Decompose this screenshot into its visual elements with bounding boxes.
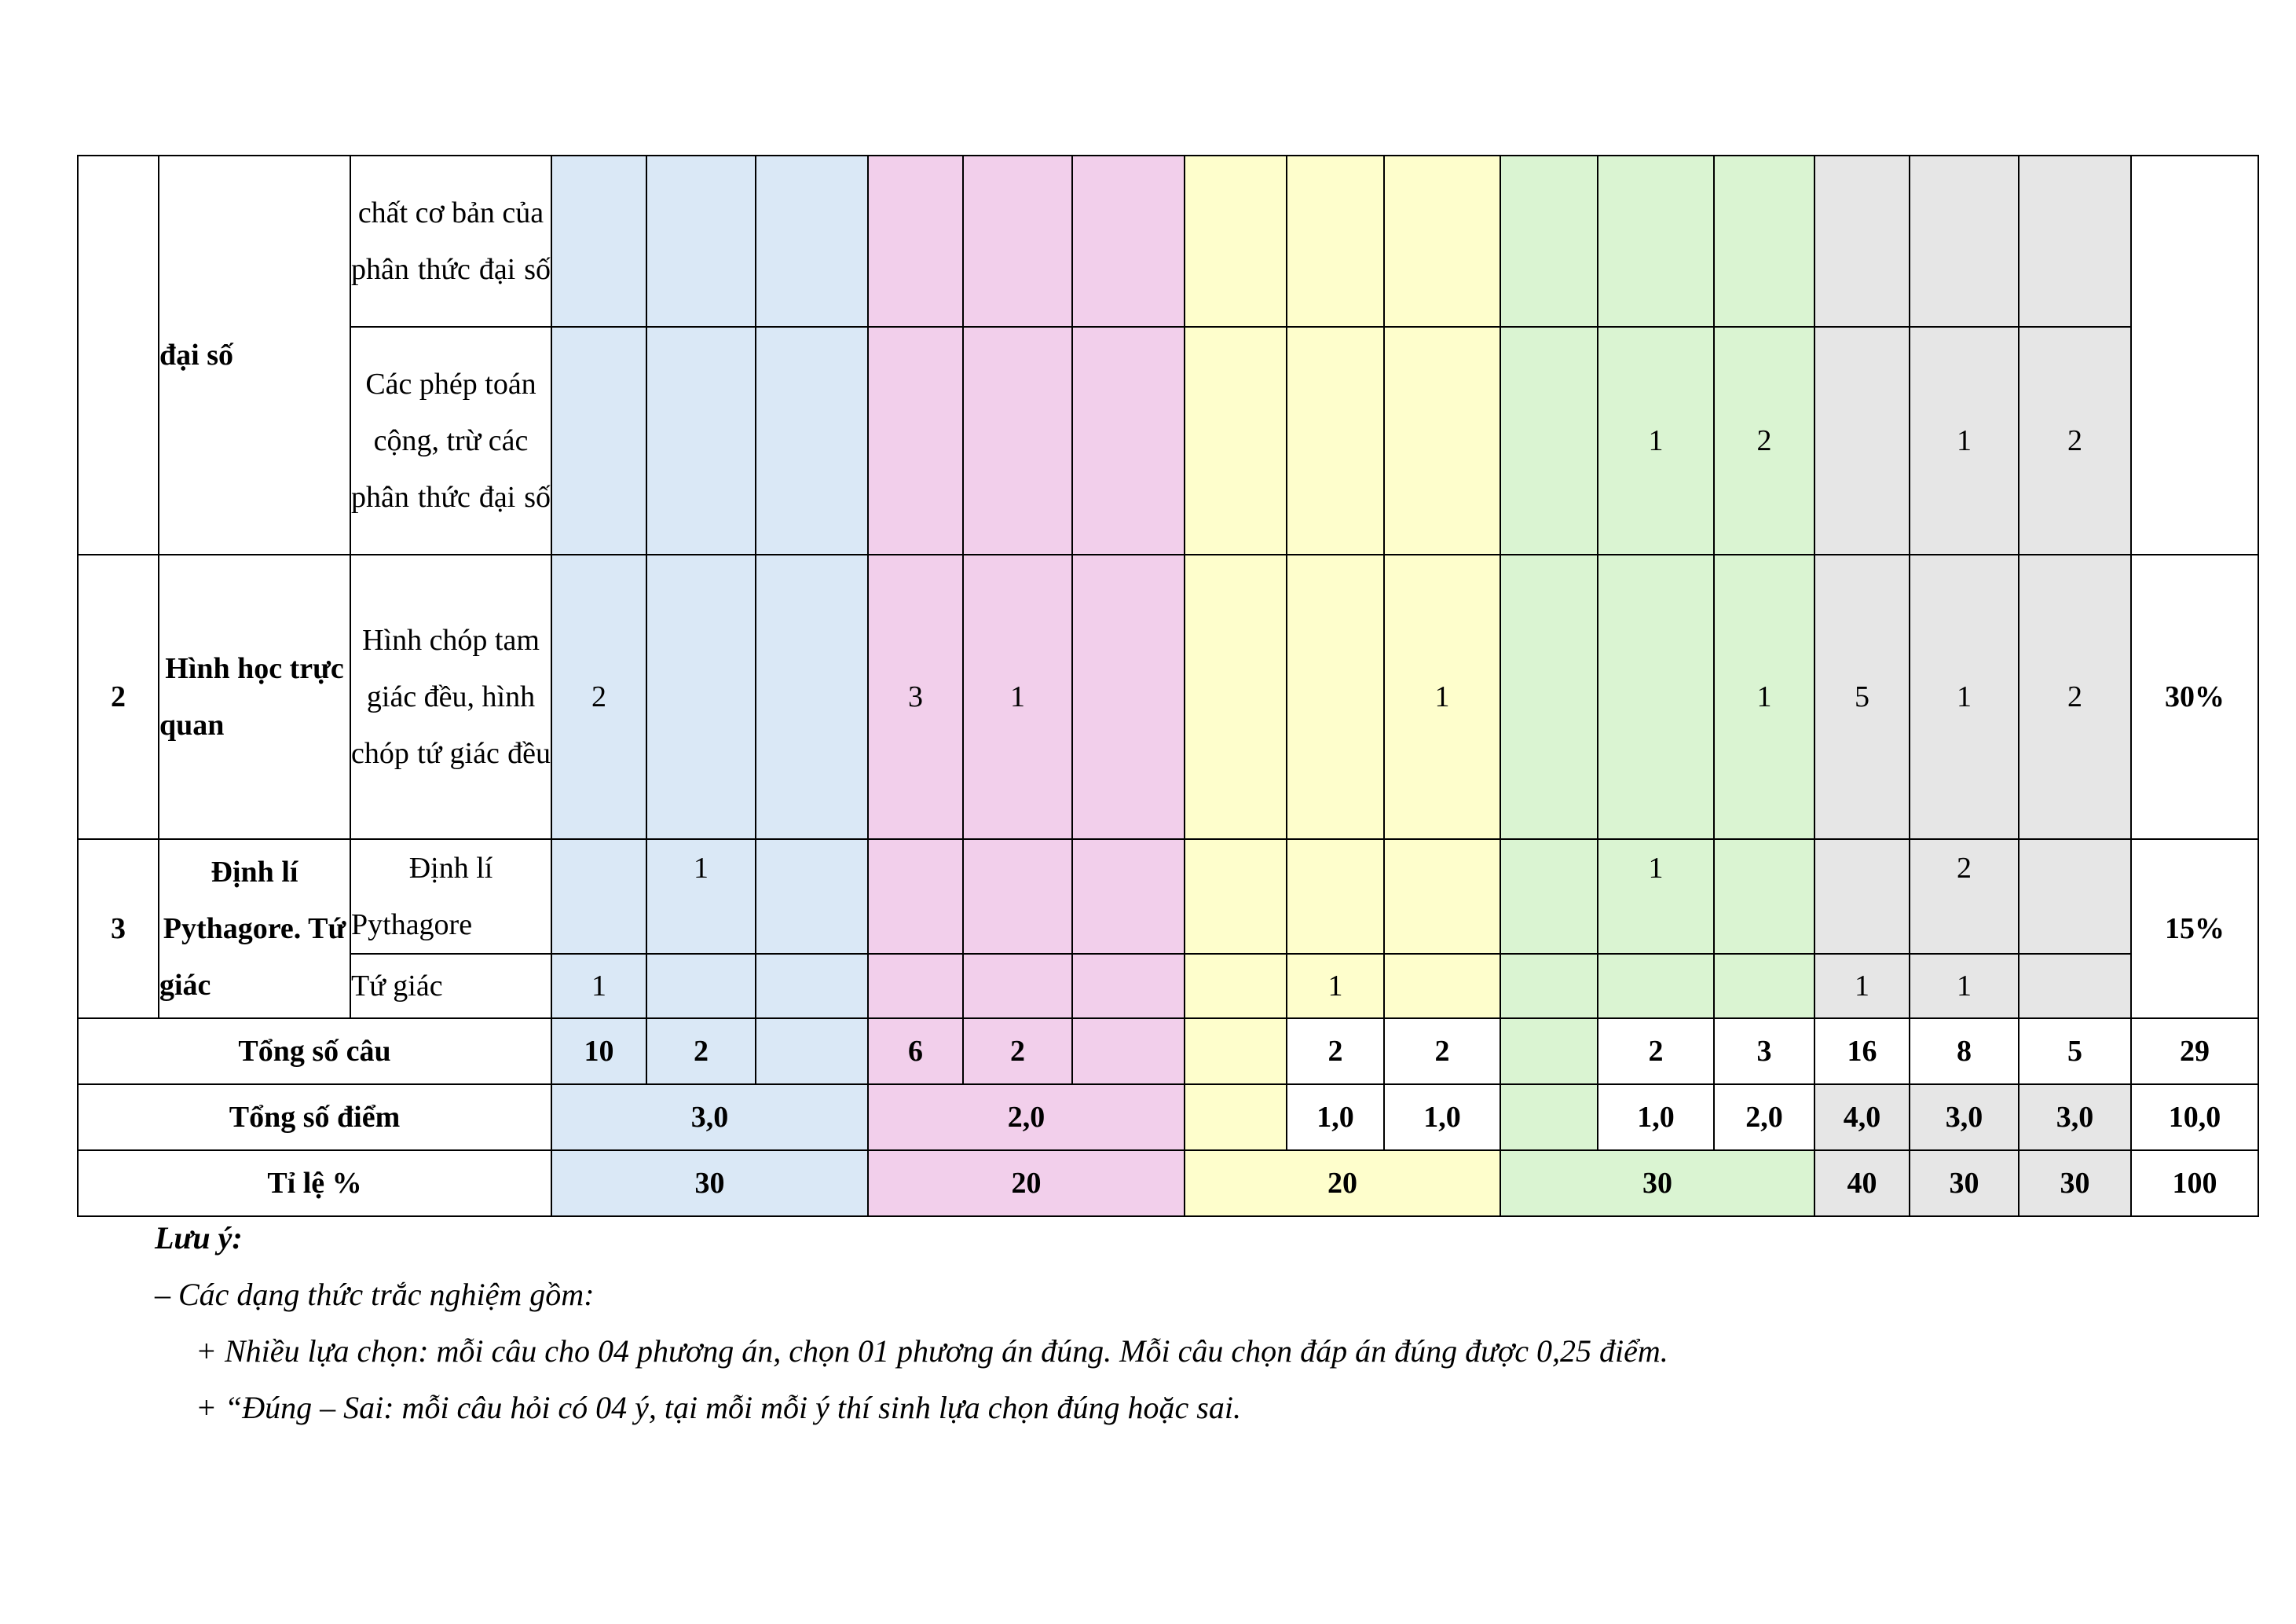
total-cell: 29 xyxy=(2131,1018,2258,1084)
total-cell: 3,0 xyxy=(551,1084,868,1150)
value-cell xyxy=(1814,839,1910,954)
topic-cell: Định lí Pythagore. Tứ giác xyxy=(159,839,350,1018)
value-cell xyxy=(756,839,868,954)
value-cell: 2 xyxy=(551,555,646,839)
percent-cell: 15% xyxy=(2131,839,2258,1018)
value-cell xyxy=(1072,555,1185,839)
ratio-cell: 30 xyxy=(1500,1150,1814,1216)
total-cell: 2 xyxy=(1598,1018,1714,1084)
table-row xyxy=(78,327,2258,555)
value-cell: 1 xyxy=(1910,954,2019,1018)
value-cell xyxy=(1384,839,1500,954)
value-cell xyxy=(551,327,646,555)
value-cell: 1 xyxy=(1910,327,2019,555)
content-cell: Các phép toán cộng, trừ các phân thức đại số xyxy=(350,327,551,555)
value-cell: 1 xyxy=(1598,839,1714,954)
value-cell xyxy=(868,954,963,1018)
notes-line: + “Đúng – Sai: mỗi câu hỏi có 04 ý, tại mỗi mỗi ý thí sinh lựa chọn đúng hoặc sai. xyxy=(196,1390,1241,1425)
value-cell xyxy=(963,327,1072,555)
value-cell xyxy=(1714,954,1814,1018)
ratio-cell: 30 xyxy=(1910,1150,2019,1216)
value-cell xyxy=(1185,839,1287,954)
value-cell xyxy=(1814,327,1910,555)
total-cell xyxy=(1185,1084,1287,1150)
value-cell xyxy=(2019,954,2131,1018)
row-label: Tổng số câu xyxy=(78,1018,551,1084)
value-cell: 1 xyxy=(1287,954,1384,1018)
value-cell xyxy=(868,327,963,555)
total-cell xyxy=(1500,1084,1598,1150)
value-cell xyxy=(1287,327,1384,555)
value-cell xyxy=(963,839,1072,954)
value-cell: 2 xyxy=(2019,327,2131,555)
value-cell: 3 xyxy=(868,555,963,839)
value-cell: 1 xyxy=(1814,954,1910,1018)
ratio-cell: 20 xyxy=(1185,1150,1500,1216)
topic-cell: Hình học trực quan xyxy=(159,555,350,839)
notes-title: Lưu ý: xyxy=(155,1220,243,1256)
total-cell: 2 xyxy=(1287,1018,1384,1084)
value-cell: 2 xyxy=(1714,327,1814,555)
total-cell: 5 xyxy=(2019,1018,2131,1084)
value-cell xyxy=(1500,954,1598,1018)
stt-cell: 3 xyxy=(78,839,159,1018)
total-cell: 2,0 xyxy=(1714,1084,1814,1150)
value-cell xyxy=(1072,954,1185,1018)
value-cell xyxy=(646,327,756,555)
stt-cell xyxy=(78,156,159,555)
table-row xyxy=(78,156,2258,327)
total-cell xyxy=(1072,1018,1185,1084)
value-cell: 2 xyxy=(1910,839,2019,954)
content-cell: Tứ giác xyxy=(350,954,551,1018)
total-cell: 2,0 xyxy=(868,1084,1185,1150)
total-cell xyxy=(1185,1018,1287,1084)
total-cell: 3,0 xyxy=(2019,1084,2131,1150)
value-cell: 1 xyxy=(1910,555,2019,839)
total-cell: 2 xyxy=(646,1018,756,1084)
value-cell: 1 xyxy=(1598,327,1714,555)
value-cell xyxy=(1072,839,1185,954)
value-cell xyxy=(1598,555,1714,839)
value-cell xyxy=(1072,327,1185,555)
value-cell: 1 xyxy=(963,555,1072,839)
value-cell xyxy=(756,327,868,555)
value-cell: 2 xyxy=(2019,555,2131,839)
value-cell xyxy=(1185,327,1287,555)
total-cell: 10 xyxy=(551,1018,646,1084)
value-cell xyxy=(1185,954,1287,1018)
value-cell xyxy=(1598,954,1714,1018)
value-cell xyxy=(756,555,868,839)
total-cell: 2 xyxy=(963,1018,1072,1084)
notes-line: + Nhiều lựa chọn: mỗi câu cho 04 phương án, chọn 01 phương án đúng. Mỗi câu chọn đáp án đúng được 0,25 điểm. xyxy=(196,1333,1668,1369)
notes-line: – Các dạng thức trắc nghiệm gồm: xyxy=(155,1277,595,1312)
total-cell: 1,0 xyxy=(1287,1084,1384,1150)
table-row xyxy=(78,839,2258,954)
value-cell xyxy=(963,954,1072,1018)
content-cell: Hình chóp tam giác đều, hình chóp tứ giác đều xyxy=(350,555,551,839)
ratio-cell: 40 xyxy=(1814,1150,1910,1216)
notes-section xyxy=(155,1210,1668,1436)
row-label: Tỉ lệ % xyxy=(78,1150,551,1216)
percent-cell: 30% xyxy=(2131,555,2258,839)
ratio-cell: 20 xyxy=(868,1150,1185,1216)
value-cell xyxy=(1384,954,1500,1018)
value-cell xyxy=(1500,555,1598,839)
value-cell xyxy=(1500,327,1598,555)
value-cell xyxy=(2019,839,2131,954)
value-cell: 1 xyxy=(1714,555,1814,839)
value-cell xyxy=(1287,839,1384,954)
value-cell xyxy=(1714,839,1814,954)
ratio-cell: 30 xyxy=(2019,1150,2131,1216)
total-cell: 6 xyxy=(868,1018,963,1084)
total-cell xyxy=(756,1018,868,1084)
value-cell xyxy=(756,954,868,1018)
ratio-cell: 30 xyxy=(551,1150,868,1216)
table-row xyxy=(78,555,2258,839)
value-cell xyxy=(1500,839,1598,954)
value-cell: 1 xyxy=(551,954,646,1018)
value-cell xyxy=(551,839,646,954)
total-cell: 2 xyxy=(1384,1018,1500,1084)
ratio-cell: 100 xyxy=(2131,1150,2258,1216)
table-row xyxy=(78,954,2258,1018)
content-cell: Định lí Pythagore xyxy=(350,839,551,954)
total-cell: 3,0 xyxy=(1910,1084,2019,1150)
total-cell: 1,0 xyxy=(1598,1084,1714,1150)
topic-cell: đại số xyxy=(159,156,350,555)
stt-cell: 2 xyxy=(78,555,159,839)
value-cell: 1 xyxy=(1384,555,1500,839)
value-cell xyxy=(1287,555,1384,839)
total-cell xyxy=(1500,1018,1598,1084)
ratio-row xyxy=(78,1150,2258,1216)
content-cell: chất cơ bản của phân thức đại số xyxy=(350,156,551,327)
total-cell: 10,0 xyxy=(2131,1084,2258,1150)
value-cell xyxy=(646,954,756,1018)
value-cell xyxy=(646,555,756,839)
value-cell: 5 xyxy=(1814,555,1910,839)
total-cell: 8 xyxy=(1910,1018,2019,1084)
total-cell: 1,0 xyxy=(1384,1084,1500,1150)
total-points-row xyxy=(78,1084,2258,1150)
value-cell xyxy=(868,839,963,954)
total-cell: 4,0 xyxy=(1814,1084,1910,1150)
percent-cell xyxy=(2131,156,2258,555)
value-cell xyxy=(1185,555,1287,839)
row-label: Tổng số điểm xyxy=(78,1084,551,1150)
total-cell: 3 xyxy=(1714,1018,1814,1084)
value-cell: 1 xyxy=(646,839,756,954)
total-questions-row xyxy=(78,1018,2258,1084)
total-cell: 16 xyxy=(1814,1018,1910,1084)
assessment-matrix-table xyxy=(77,155,2259,1217)
value-cell xyxy=(1384,327,1500,555)
